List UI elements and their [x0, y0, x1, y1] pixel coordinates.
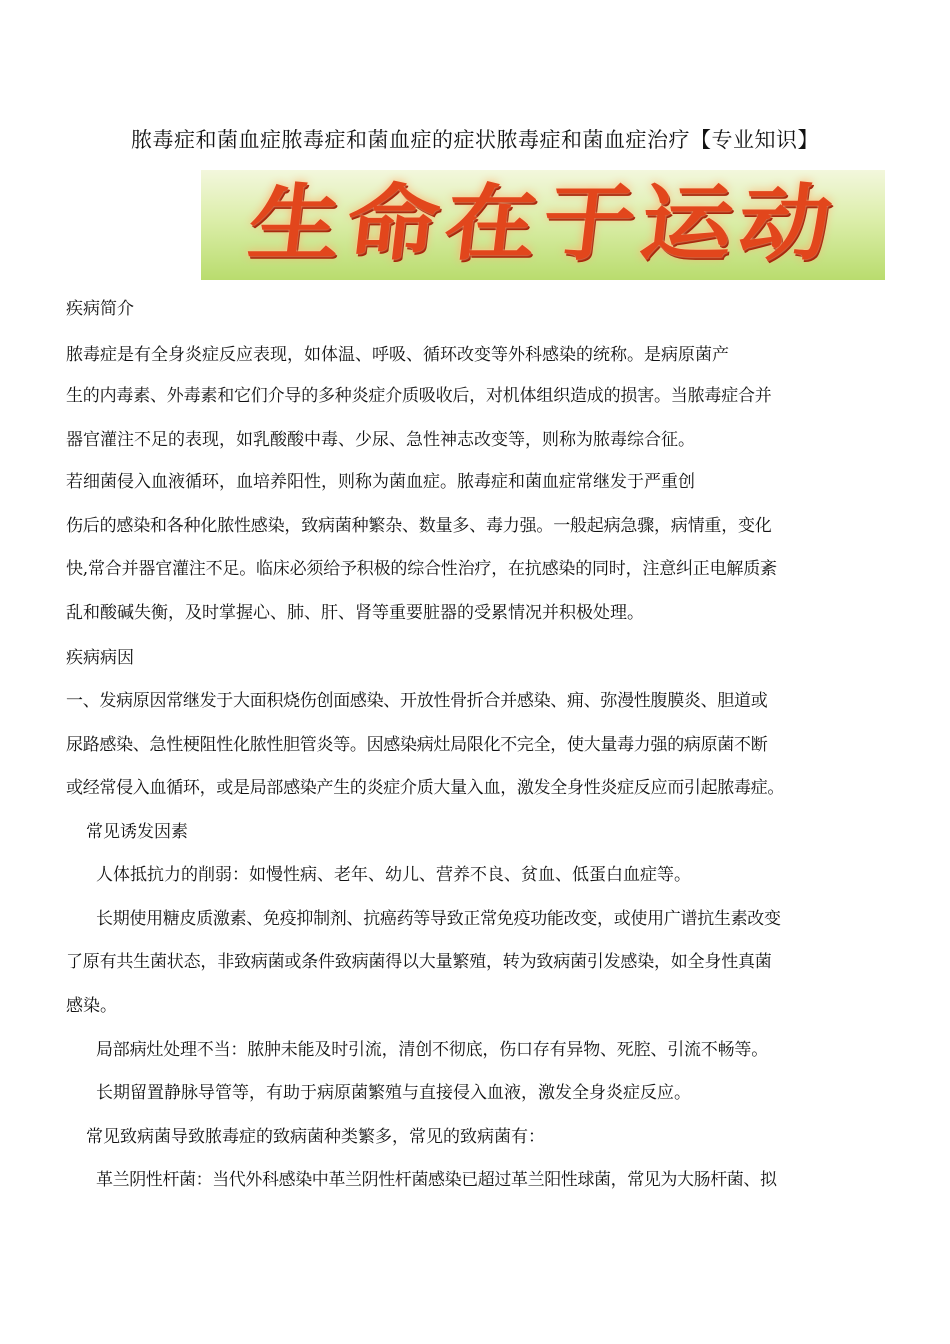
paragraph-line: 脓毒症是有全身炎症反应表现，如体温、呼吸、循环改变等外科感染的统称。是病原菌产	[66, 345, 729, 365]
paragraph-line: 长期使用糖皮质激素、免疫抑制剂、抗癌药等导致正常免疫功能改变，或使用广谱抗生素改变	[96, 909, 781, 929]
banner-text: 生命在于运动	[243, 175, 843, 272]
paragraph-line: 革兰阴性杆菌：当代外科感染中革兰阴性杆菌感染已超过革兰阳性球菌，常见为大肠杆菌、拟	[96, 1170, 777, 1190]
section-heading-cause: 疾病病因	[66, 648, 134, 668]
paragraph-line: 人体抵抗力的削弱：如慢性病、老年、幼儿、营养不良、贫血、低蛋白血症等。	[96, 865, 691, 885]
paragraph-line: 尿路感染、急性梗阻性化脓性胆管炎等。因感染病灶局限化不完全，使大量毒力强的病原菌不断	[66, 735, 768, 755]
paragraph-line: 长期留置静脉导管等，有助于病原菌繁殖与直接侵入血液，激发全身炎症反应。	[96, 1083, 691, 1103]
document-title: 脓毒症和菌血症脓毒症和菌血症的症状脓毒症和菌血症治疗【专业知识】	[131, 128, 819, 152]
paragraph-line: 一、发病原因常继发于大面积烧伤创面感染、开放性骨折合并感染、痈、弥漫性腹膜炎、胆道或	[66, 691, 768, 711]
paragraph-line: 感染。	[66, 996, 117, 1016]
paragraph-line: 若细菌侵入血液循环，血培养阳性，则称为菌血症。脓毒症和菌血症常继发于严重创	[66, 472, 695, 492]
paragraph-line: 伤后的感染和各种化脓性感染，致病菌种繁杂、数量多、毒力强。一般起病急骤，病情重，变化	[66, 516, 772, 536]
paragraph-line: 快,常合并器官灌注不足。临床必须给予积极的综合性治疗，在抗感染的同时，注意纠正电解质紊	[66, 559, 777, 579]
paragraph-line: 生的内毒素、外毒素和它们介导的多种炎症介质吸收后，对机体组织造成的损害。当脓毒症合并	[66, 386, 772, 406]
paragraph-line: 常见致病菌导致脓毒症的致病菌种类繁多，常见的致病菌有：	[86, 1127, 545, 1147]
paragraph-line: 乱和酸碱失衡，及时掌握心、肺、肝、肾等重要脏器的受累情况并积极处理。	[66, 603, 644, 623]
paragraph-line: 器官灌注不足的表现，如乳酸酸中毒、少尿、急性神志改变等，则称为脓毒综合征。	[66, 430, 695, 450]
banner-image	[201, 170, 885, 280]
paragraph-line: 了原有共生菌状态，非致病菌或条件致病菌得以大量繁殖，转为致病菌引发感染，如全身性真菌	[66, 952, 772, 972]
paragraph-line: 局部病灶处理不当：脓肿未能及时引流，清创不彻底，伤口存有异物、死腔、引流不畅等。	[96, 1040, 768, 1060]
sub-heading-triggers: 常见诱发因素	[86, 822, 188, 842]
paragraph-line: 或经常侵入血循环，或是局部感染产生的炎症介质大量入血，激发全身性炎症反应而引起脓毒症。	[66, 778, 785, 798]
section-heading-intro: 疾病简介	[66, 299, 134, 319]
